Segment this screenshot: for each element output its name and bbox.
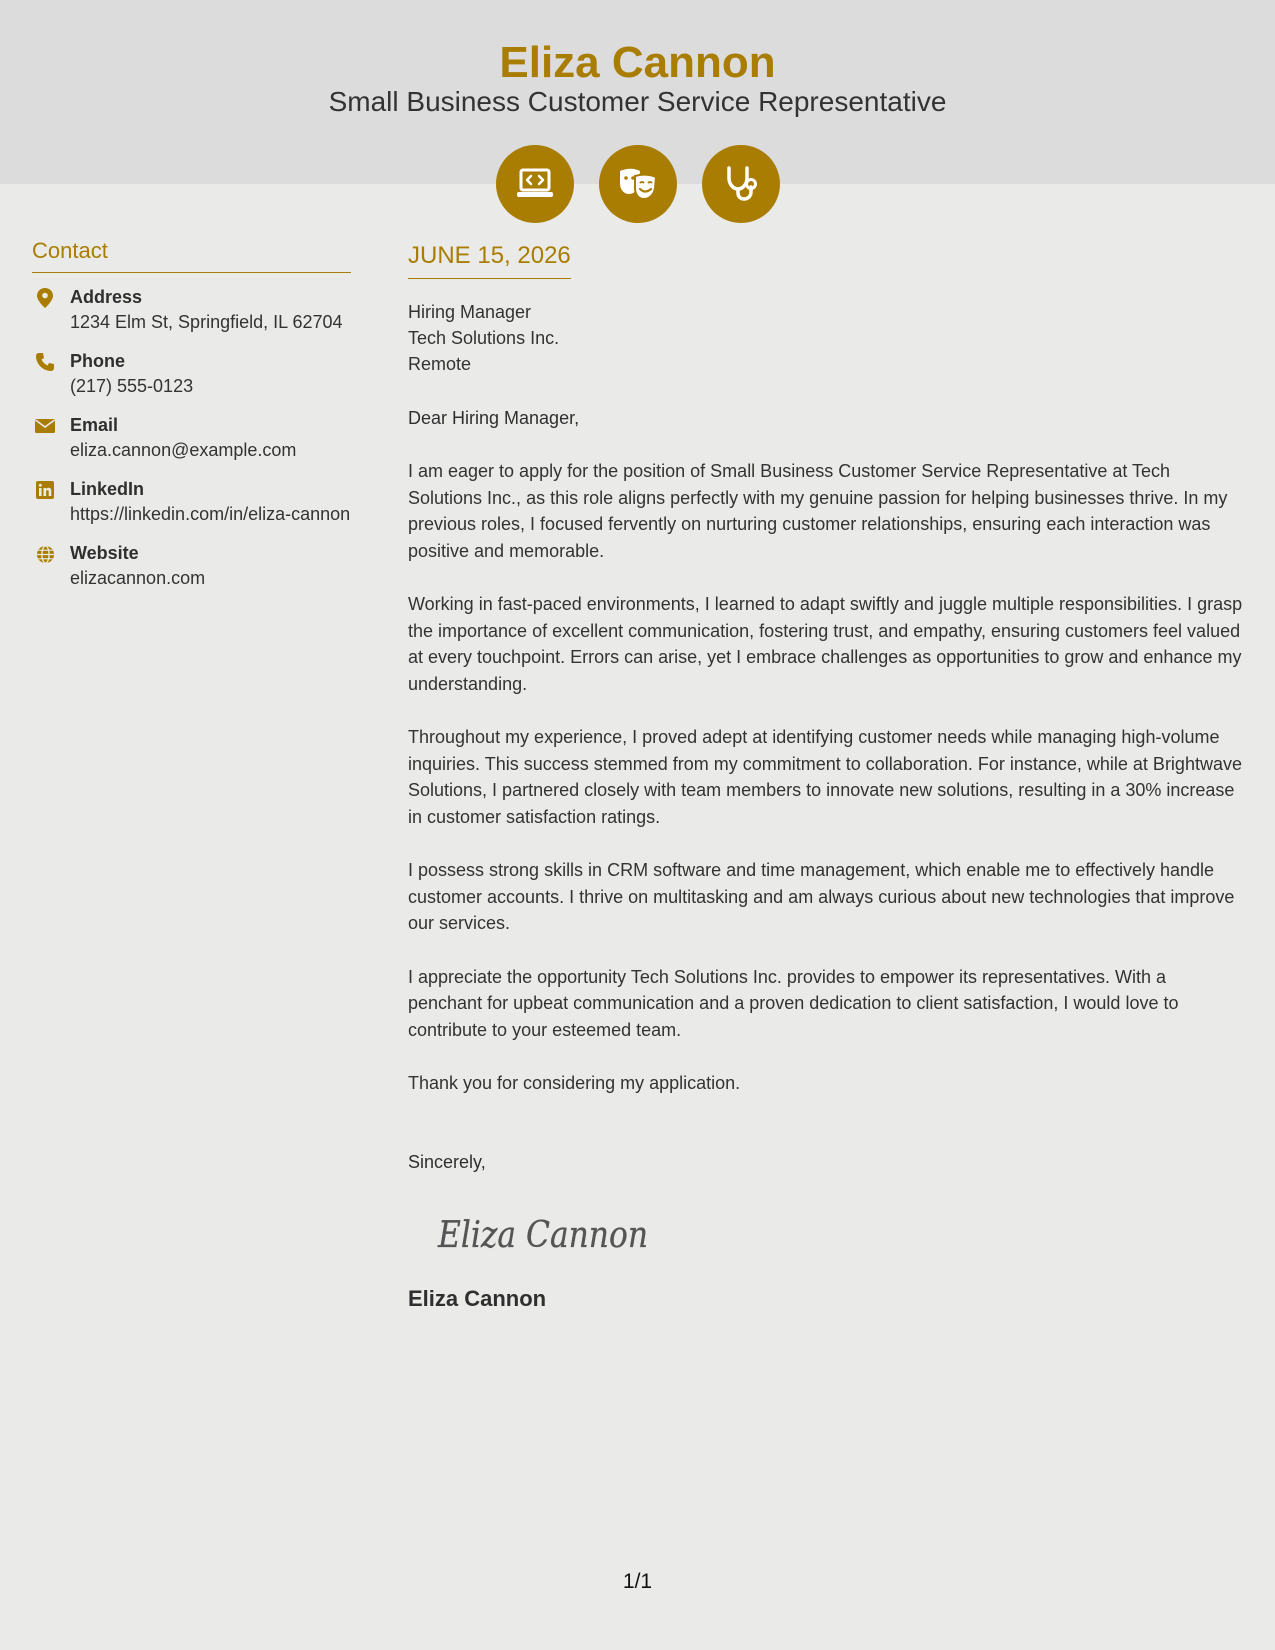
job-title: Small Business Customer Service Representative <box>328 86 947 117</box>
linkedin-link[interactable]: https://linkedin.com/in/eliza-cannon <box>70 504 351 524</box>
contact-label: Email <box>70 415 119 435</box>
contact-sidebar <box>32 236 351 605</box>
recipient-block <box>408 299 1243 377</box>
map-marker-icon <box>34 287 56 309</box>
letter-paragraph: Throughout my experience, I proved adept at identifying customer needs while managing high-volume inquiries. This success stemmed from my commitment to collaboration. For instance, while at Brightwave Solutions, I partnered closely with team members to innovate new solutions, resulting in a 30% increase in customer satisfaction ratings. <box>408 727 1242 827</box>
letter-paragraph: I am eager to apply for the position of Small Business Customer Service Representative at Tech Solutions Inc., as this role aligns perfectly with my genuine passion for helping businesses thrive. In my previous roles, I focused fervently on nurturing customer relationships, ensuring each interaction was positive and memorable. <box>408 461 1228 561</box>
contact-heading: Contact <box>32 236 351 273</box>
signature-image <box>436 1205 656 1265</box>
cover-letter <box>408 240 1243 1314</box>
theater-masks-icon <box>599 145 677 223</box>
contact-label: Address <box>70 287 143 307</box>
phone-icon <box>34 351 56 373</box>
letter-date: JUNE 15, 2026 <box>408 240 571 279</box>
letter-paragraph: I appreciate the opportunity Tech Solutions Inc. provides to empower its representatives. With a penchant for upbeat communication and a proven dedication to client satisfaction, I would love to contribute to your esteemed team. <box>408 966 1179 1040</box>
recipient-company: Tech Solutions Inc. <box>408 328 560 348</box>
linkedin-icon <box>34 479 56 501</box>
letter-paragraph: I possess strong skills in CRM software and time management, which enable me to effectively handle customer accounts. I thrive on multitasking and am always curious about new technologies that improve our services. <box>408 860 1235 933</box>
website-link[interactable]: elizacannon.com <box>70 568 206 588</box>
recipient-title: Hiring Manager <box>408 302 532 322</box>
contact-value: 1234 Elm St, Springfield, IL 62704 <box>70 312 343 332</box>
svg-text:Eliza Cannon: Eliza Cannon <box>437 1214 648 1256</box>
contact-item-phone <box>32 349 351 399</box>
contact-item-email <box>32 413 351 463</box>
stethoscope-icon <box>702 145 780 223</box>
contact-value: (217) 555-0123 <box>70 376 194 396</box>
letter-paragraph: Working in fast-paced environments, I learned to adapt swiftly and juggle multiple responsibilities. I grasp the importance of excellent communication, fostering trust, and empathy, ensuring customers feel valued at every touchpoint. Errors can arise, yet I embrace challenges as opportunities to grow and enhance my understanding. <box>408 594 1243 694</box>
recipient-location: Remote <box>408 354 472 374</box>
salutation: Dear Hiring Manager, <box>408 408 580 428</box>
laptop-code-icon <box>496 145 574 223</box>
contact-item-address <box>32 285 351 335</box>
signer-name: Eliza Cannon <box>408 1285 547 1311</box>
globe-icon <box>34 543 56 565</box>
envelope-icon <box>34 415 56 437</box>
contact-item-website <box>32 541 351 591</box>
page-number: 1/1 <box>622 1570 653 1593</box>
applicant-name: Eliza Cannon <box>499 38 776 87</box>
contact-label: LinkedIn <box>70 479 145 499</box>
contact-label: Website <box>70 543 139 563</box>
contact-label: Phone <box>70 351 126 371</box>
contact-list <box>32 285 351 591</box>
interest-icons <box>496 145 780 223</box>
contact-value: eliza.cannon@example.com <box>70 440 297 460</box>
closing: Sincerely, <box>408 1151 486 1172</box>
contact-item-linkedin <box>32 477 351 527</box>
letter-paragraph: Thank you for considering my application. <box>408 1073 741 1093</box>
